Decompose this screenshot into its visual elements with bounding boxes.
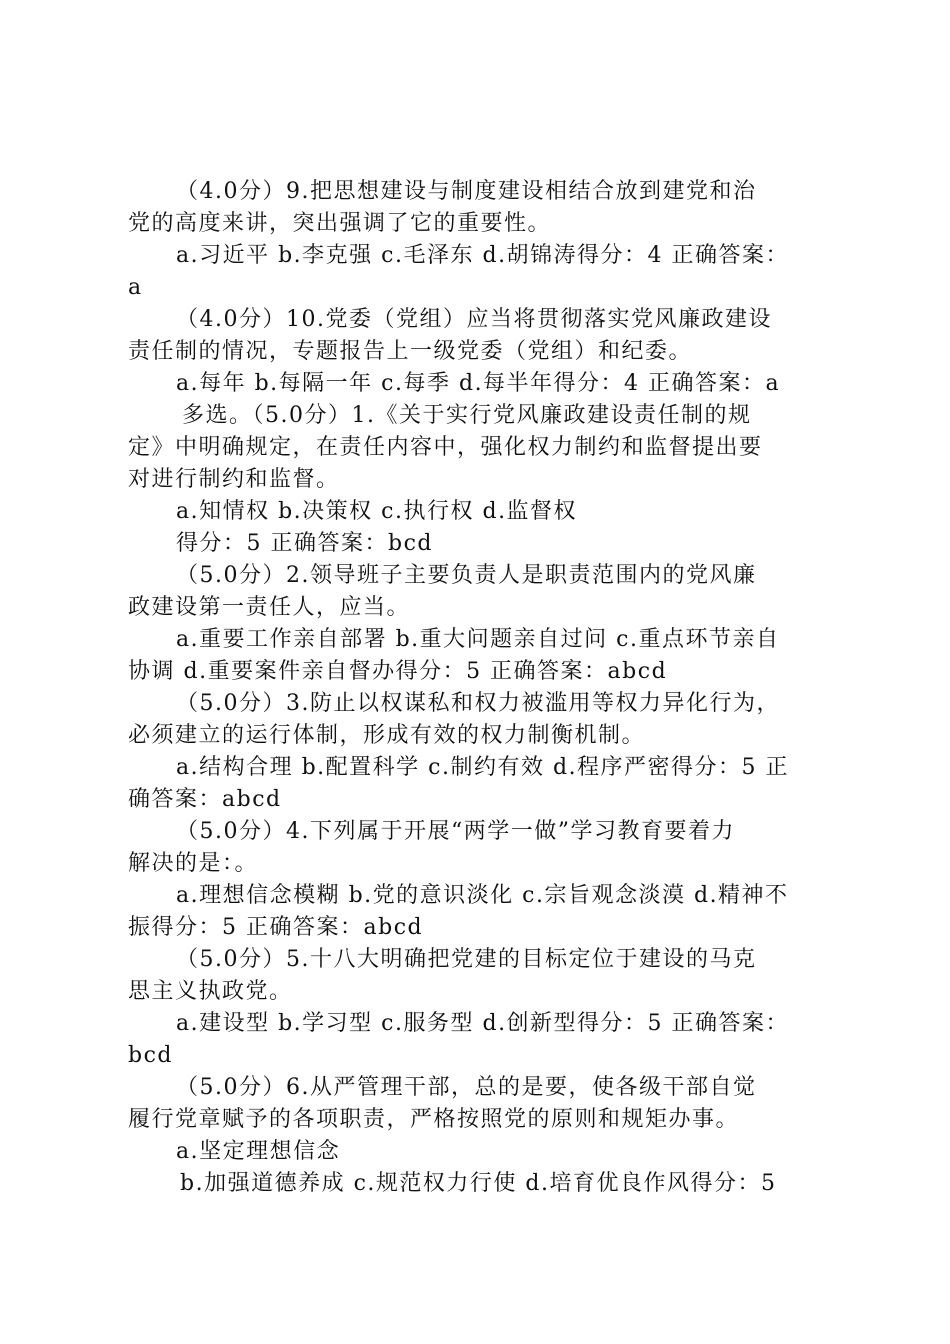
text-line: bcd	[128, 1043, 173, 1068]
text-line: 政建设第一责任人，应当。	[128, 595, 411, 620]
text-line: 得分：5 正确答案：bcd	[176, 531, 433, 556]
text-line: 多选。（5.0分）1.《关于实行党风廉政建设责任制的规	[182, 403, 752, 428]
text-line: a.重要工作亲自部署 b.重大问题亲自过问 c.重点环节亲自	[176, 627, 780, 652]
text-line: 履行党章赋予的各项职责，严格按照党的原则和规矩办事。	[128, 1107, 740, 1132]
text-line: a	[128, 275, 143, 300]
text-line: 定》中明确规定，在责任内容中，强化权力制约和监督提出要	[128, 435, 763, 460]
text-line: a.习近平 b.李克强 c.毛泽东 d.胡锦涛得分：4 正确答案：	[176, 243, 790, 268]
text-line: 责任制的情况，专题报告上一级党委（党组）和纪委。	[128, 339, 693, 364]
text-line: a.知情权 b.决策权 c.执行权 d.监督权	[176, 499, 578, 524]
text-line: 协调 d.重要案件亲自督办得分：5 正确答案：abcd	[128, 659, 668, 684]
text-line: 确答案：abcd	[128, 787, 282, 812]
text-line: （5.0分）2.领导班子主要负责人是职责范围内的党风廉	[176, 563, 757, 588]
text-line: a.每年 b.每隔一年 c.每季 d.每半年得分：4 正确答案：a	[176, 371, 781, 396]
text-line: （4.0分）9.把思想建设与制度建设相结合放到建党和治	[176, 179, 757, 204]
text-line: 党的高度来讲，突出强调了它的重要性。	[128, 211, 552, 236]
text-line: a.理想信念模糊 b.党的意识淡化 c.宗旨观念淡漠 d.精神不	[176, 883, 789, 908]
text-line: 解决的是：。	[128, 851, 259, 876]
text-line: （5.0分）6.从严管理干部，总的是要，使各级干部自觉	[176, 1075, 757, 1100]
text-line: 振得分：5 正确答案：abcd	[128, 915, 424, 940]
text-line: （4.0分）10.党委（党组）应当将贯彻落实党风廉政建设	[176, 307, 772, 332]
text-line: （5.0分）5.十八大明确把党建的目标定位于建设的马克	[176, 947, 757, 972]
text-line: 必须建立的运行体制，形成有效的权力制衡机制。	[128, 723, 646, 748]
text-line: （5.0分）3.防止以权谋私和权力被滥用等权力异化行为，	[176, 691, 780, 716]
text-line: a.结构合理 b.配置科学 c.制约有效 d.程序严密得分：5 正	[176, 755, 790, 780]
text-line: a.坚定理想信念	[176, 1139, 341, 1164]
text-line: 思主义执政党。	[128, 979, 293, 1004]
text-line: （5.0分）4.下列属于开展“两学一做”学习教育要着力	[176, 819, 735, 844]
text-line: 对进行制约和监督。	[128, 467, 340, 492]
text-line: b.加强道德养成 c.规范权力行使 d.培育优良作风得分：5	[180, 1171, 777, 1196]
text-line: a.建设型 b.学习型 c.服务型 d.创新型得分：5 正确答案：	[176, 1011, 790, 1036]
